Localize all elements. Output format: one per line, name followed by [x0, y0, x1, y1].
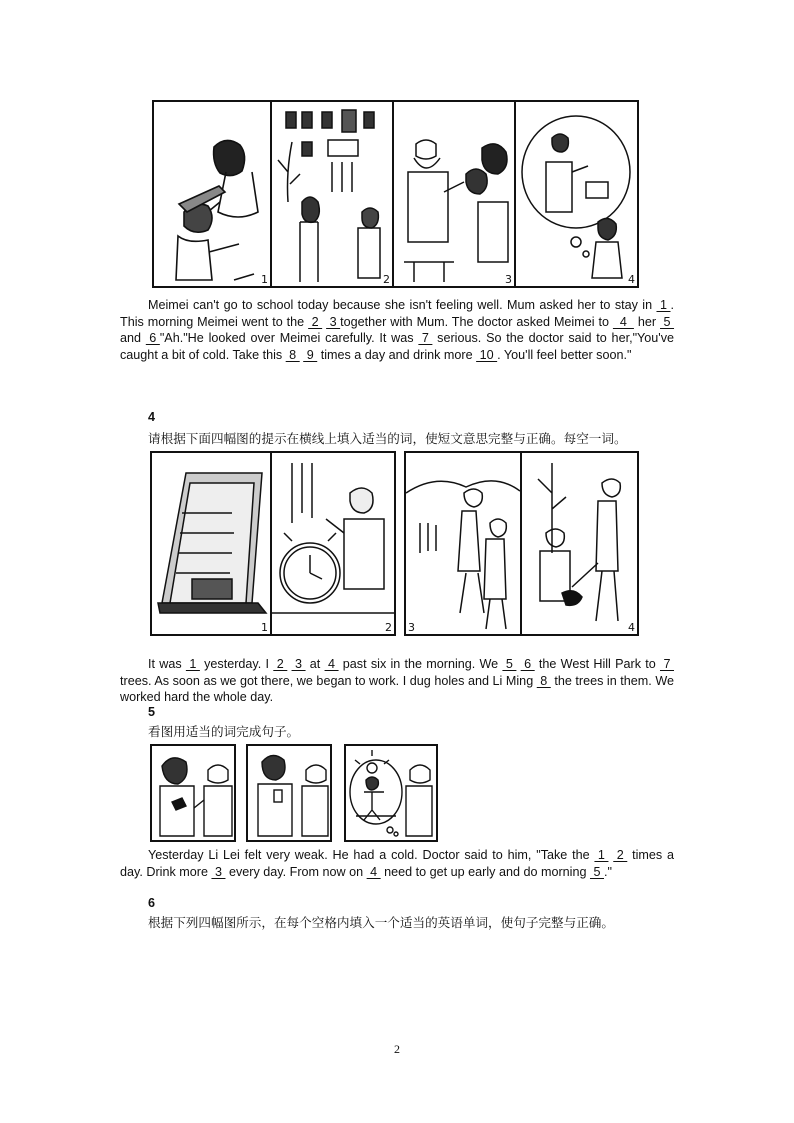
passage-text: her [633, 314, 661, 329]
passage-text: . This morning Meimei went to the [120, 298, 674, 329]
panel-number: 1 [261, 273, 268, 286]
doctor-exam-illustration [394, 102, 514, 286]
passage-text: yesterday. I [199, 657, 274, 671]
passage-text: past six in the morning. We [338, 657, 503, 671]
passage-text: ." [604, 864, 612, 879]
answer-blank: 6 [145, 331, 160, 346]
exercise5-instruction: 看图用适当的词完成句子。 [148, 724, 300, 739]
answer-blank: 8 [536, 673, 551, 688]
ex3-panel-2 [272, 102, 394, 286]
passage-text: the trees in them. We worked hard the whole day. [120, 673, 674, 705]
ex3-panel-4 [516, 102, 637, 286]
passage-text: . You'll feel better soon." [497, 347, 632, 362]
clock-and-boy-illustration [272, 453, 394, 634]
answer-blank: 1 [594, 848, 609, 862]
answer-blank: 1 [656, 298, 671, 312]
answer-blank: 4 [366, 864, 381, 879]
answer-blank: 9 [303, 347, 318, 362]
panel-number: 4 [628, 273, 635, 286]
panel-number: 2 [383, 273, 390, 286]
answer-blank: 2 [613, 848, 628, 862]
morning-exercise-illustration [346, 746, 436, 840]
exercise5-number: 5 [148, 705, 156, 719]
exercise4-instruction: 请根据下面四幅图的提示在横线上填入适当的词，使短文意思完整与正确。每空一词。 [148, 431, 627, 446]
passage-text: need to get up early and do morning [380, 864, 590, 879]
answer-blank: 4 [324, 657, 339, 671]
ex4-panel-1 [152, 453, 272, 634]
exercise6-number: 6 [148, 896, 156, 910]
answer-blank: 10 [476, 347, 498, 362]
passage-text: serious. So the doctor said to her,"You've caught a bit of cold. Take this [120, 331, 674, 362]
strip-gap [396, 451, 404, 636]
answer-blank: 4 [612, 314, 634, 329]
passage-text: together with Mum. The doctor asked Meimei to [340, 314, 613, 329]
hospital-building-illustration [272, 102, 392, 286]
answer-blank: 2 [308, 314, 323, 329]
answer-blank: 3 [326, 314, 341, 329]
exercise6-instruction: 根据下列四幅图所示，在每个空格内填入一个适当的英语单词，使句子完整与正确。 [148, 915, 614, 930]
passage-text: Yesterday Li Lei felt very weak. He had a cold. Doctor said to him, "Take the [148, 848, 595, 862]
exercise4-picture-strip [150, 451, 639, 636]
boy-drinking-illustration [248, 746, 330, 840]
planting-trees-illustration [522, 453, 635, 634]
answer-blank: 7 [659, 657, 674, 671]
panel-number: 3 [505, 273, 512, 286]
passage-text: at [305, 657, 325, 671]
passage-text: the West Hill Park to [534, 657, 660, 671]
passage-text: It was [148, 657, 186, 671]
panel-number: 2 [385, 621, 392, 634]
answer-blank: 1 [185, 657, 200, 671]
exercise5-passage [120, 847, 674, 880]
answer-blank: 5 [502, 657, 517, 671]
page-number: 2 [394, 1042, 400, 1056]
answer-blank: 3 [291, 657, 306, 671]
passage-text: "Ah."He looked over Meimei carefully. It was [159, 331, 419, 346]
walking-to-park-illustration [406, 453, 520, 634]
answer-blank: 3 [211, 864, 226, 879]
answer-blank: 5 [589, 864, 604, 879]
panel-number: 1 [261, 621, 268, 634]
ex3-panel-3 [394, 102, 516, 286]
answer-blank: 5 [660, 314, 675, 329]
exercise3-passage [120, 297, 674, 363]
passage-text: Meimei can't go to school today because she isn't feeling well. Mum asked her to stay in [148, 298, 657, 312]
passage-text: every day. From now on [225, 864, 367, 879]
ex5-picture-3 [344, 744, 438, 842]
answer-blank: 7 [418, 331, 433, 346]
panel-number: 3 [408, 621, 415, 634]
exercise4-passage [120, 656, 674, 706]
passage-text: and [120, 331, 146, 346]
ex4-panel-3 [404, 453, 522, 634]
panel-number: 4 [628, 621, 635, 634]
exercise3-picture-strip [152, 100, 639, 288]
ex4-panel-2 [272, 453, 396, 634]
answer-blank: 2 [273, 657, 288, 671]
ex3-panel-1 [154, 102, 272, 286]
dream-bubble-illustration [516, 102, 635, 286]
ex5-picture-2 [246, 744, 332, 842]
boy-and-doctor-illustration [152, 746, 234, 840]
calendar-illustration [152, 453, 270, 634]
exercise4-number: 4 [148, 410, 156, 424]
passage-text: times a day. Drink more [120, 848, 674, 879]
girl-with-mum-illustration [154, 102, 270, 286]
answer-blank: 8 [285, 347, 300, 362]
passage-text: trees. As soon as we got there, we began to work. I dug holes and Li Ming [120, 673, 537, 688]
answer-blank: 6 [520, 657, 535, 671]
passage-text: times a day and drink more [317, 347, 477, 362]
ex5-picture-1 [150, 744, 236, 842]
ex4-panel-4 [522, 453, 637, 634]
